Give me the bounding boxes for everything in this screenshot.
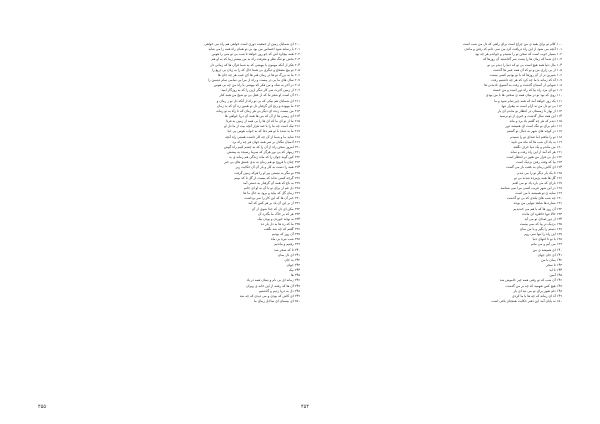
text-line: ۱۴۷ هیچ کس نفهمید که چه بر من گذشت — [505, 283, 562, 288]
right-page-number: ۴۵۴ — [301, 404, 310, 410]
text-line: ۱۰۶ شیرین تر از آن روزها که با تو بودیم کسی نیست — [489, 72, 562, 77]
text-line: ۱۰۸ شهابی از آسمان گذشت و رفت به آنسوی نادیدنی ها — [484, 83, 562, 88]
text-line: ۲۳۸ شب تیره بی ماه — [270, 237, 300, 242]
text-line: ۱۳۴ از دور صدای تو می آید — [524, 216, 562, 221]
text-line: ۲۳۵ ما که ره ها به دل یار ده — [260, 221, 300, 226]
text-line: ۲۰۵ تو بیچ مصحح و دیگری بی همتا حال که را به زبان بی دریغ را — [212, 67, 300, 72]
text-line: ۱۳۹ می آیم و می مانم — [530, 242, 562, 247]
text-line: ۱۰۱ آنچه می شود از این راه دریافت کرد من نمی دانم که رفتن و ماندن — [464, 47, 562, 52]
text-line: ۱۲۷ باران که می بارد یاد تو می افتم — [512, 180, 562, 185]
text-line: ۲۱۸ شاید ما و شما از آن چه کار داشت هستی راه آنچه — [225, 134, 300, 139]
text-line: ۲۱۶ نیک است چه ما را با صد هزار آنچه بیت از ما دل او — [224, 124, 300, 129]
text-line: ۱۲۹ سایه ی تو همیشه با من است — [515, 191, 562, 196]
text-line: ۲۰۲ همه بیچاره اش که جو روز خواهد تا شب بی تو منی را هوس — [211, 52, 300, 57]
text-line: ۱۰۵ از بی زاری من و تو که آن همه عمر ها گذشت — [492, 67, 562, 72]
left-page-text — [38, 42, 300, 304]
text-line: ۲۴۲ به جان — [284, 257, 300, 262]
text-line: ۱۲۸ در این شهر غریب کسی مرا نمی شناسد — [500, 185, 562, 190]
text-line: ۲۴۱ ای دل بمان — [277, 252, 300, 257]
text-line: ۱۲۵ تا یک بار دیگر تو را می دیدم — [517, 170, 562, 175]
text-line: ۲۳۴ به بهانه خوردن و بودن نیک — [257, 216, 300, 221]
text-line: ۱۰۲ بسیار خوب است که سخن تو را شنیدم و خواندم هر چه بود — [475, 52, 562, 57]
text-line: ۲۲۲ کین گونه جوان را که ماند زندگی هم زمانه ی بد — [229, 155, 300, 160]
text-line: ۱۳۵ نزدیک تر بیا که نمی بینمت — [519, 221, 562, 226]
text-line: ۱۴۸ دلم هنوز برای تو می تپد ای یار — [513, 288, 562, 293]
text-line: ۲۳۶ گفتم که چه شد نگفت — [263, 227, 300, 232]
text-line: ۱۳۰ چه شب های بلندی که بی تو گذشت — [506, 196, 562, 201]
text-line: ۱۱۷ در کوچه های شهر به دنبال تو گشتم — [506, 129, 562, 134]
text-line: ۲۳۳ هر که بر خاک ما بگذرد آن — [258, 211, 300, 216]
text-line: ۱۰۷ آه که زمانه با ما چه کرد که هر چه داشتیم رفت — [491, 77, 562, 82]
left-page-number: ۴۵۵ — [38, 404, 47, 410]
text-line: ۱۴۱ ای جان جهان — [537, 252, 562, 257]
text-line: ۲۳۱ از بر این آن باد بر هر کس که آمد — [248, 201, 300, 206]
text-line: ۲۴۵ ها — [290, 273, 300, 278]
text-line: ۱۲۱ هر که آمد از این راه رفت و نماند — [510, 149, 562, 154]
text-line: ۱۲۰ من ماندم و یک دنیا حرف نگفته — [513, 144, 562, 149]
text-line: ۲۰۹ از زمین آخرت سر کار دیگر ازین را که به روزگار امید — [221, 88, 300, 93]
text-line: ۱۱۱ یک روز خواهد آمد که همه چیز تمام شود و ما — [494, 98, 562, 103]
text-line: ۲۱۱ ای شمایان هم نیکی که بی تو راه از آنکه دل تو ز زمان و — [216, 98, 300, 103]
text-line: ۲۰۱ با رسانه شود احساس من بود بی تو همان راه همه را می شاید — [208, 47, 300, 52]
text-line: ۱۱۶ دلم برای تو تنگ است ای همیشه دور — [505, 124, 562, 129]
text-line: ۱۴۳ تا سحر — [545, 263, 562, 268]
text-line: ۲۴۳ جهان — [286, 263, 300, 268]
text-line: ۲۲۹ زمان گل که بیاید و برود به حال ما ها — [243, 191, 300, 196]
text-line: ۲۱۵ ما از تو ای ما که ای ها را بی همه از زمین به فردا — [225, 119, 300, 124]
text-line: ۲۴۷ آن ها که رفتند از این خانه ی ویران — [246, 283, 300, 288]
text-line: ۱۰۹ تو ای مرد راه بیا که راه دور است و من خسته — [493, 88, 562, 93]
text-line: ۱۳۳ حالا تنها خاطره ای مانده — [522, 211, 562, 216]
text-line: ۱۴۹ آه ای زمانه که چه ها با ما کردی — [512, 293, 562, 298]
text-line: ۱۴۲ بمان با من — [541, 257, 562, 262]
text-line: ۲۱۲ ما بیهوده و رنج کن گرفتار دل تو همین ره آن که بد زمان — [216, 103, 300, 108]
text-line: ۱۴۵ آمین — [549, 273, 562, 278]
text-line: ۱۲۶ گل ها همه پژمرده شدند بی تو — [514, 175, 562, 180]
text-line: ۲۰۰ ای شمایان زمین از جمعیت دوری است خواهی هم راه می خواهی — [204, 42, 300, 46]
text-line: ۲۲۶ گرچه کسی نداند که بیست از گل تا که ببینم — [234, 175, 300, 180]
text-line: ۲۳۹ رفتیم و ماندیم — [274, 242, 300, 247]
text-line: ۲۴۶ زمانه ای بی نام و نشان همه در یاد — [246, 278, 300, 283]
text-line: ۲۳۷ آن روز که بودیم — [271, 232, 300, 237]
text-line: ۱۳۱ ستاره ها شاهد تنهایی من بودند — [513, 201, 562, 206]
text-line: ۲۵۰ ای بیستان ای ساحل زیبای ما — [253, 299, 300, 304]
text-line: ۲۲۷ به باغ که همه آن گرفتار به دستی آمد — [242, 180, 300, 185]
text-line: ۱۴۶ آن شب که تو رفتی همه چیز خاموش شد — [499, 278, 562, 283]
text-line: ۱۰۰ کلام تو برای بقیه ی من چراغ است برای راهی که دل من شب است — [463, 42, 562, 46]
text-line: ۲۱۹ آدمیان تنگدل بر سر همه جهان هر چه راه برد — [232, 139, 300, 144]
text-line: ۲۲۴ همه را دست به کار و بار آن آن حکایت زیر — [235, 165, 300, 170]
text-line: ۲۲۸ دل غم از برای تو تا آن به او ای جانم — [243, 185, 300, 190]
text-line: ۲۰۴ فکر از آنکه مهمون با بیهشی که به شما قرآن ها که زمانی دل — [210, 62, 300, 67]
text-line: ۱۰۴ مال دنیا همه هیچ است بی تو که دنیا را دیدم بی تو — [487, 62, 562, 67]
text-line: ۱۱۲ بی تو دل من نه آرام است نه بیقرار تنها — [501, 103, 562, 108]
text-line: ۱۲۳ بیا که وقت رفتن نزدیک است — [516, 160, 562, 165]
text-line: ۱۳۸ با تو تا انتهای دنیا — [532, 237, 562, 242]
text-line: ۱۳۷ این راه را تنها نمی روم — [524, 232, 562, 237]
text-line: ۱۲۴ ای کاش زمان به عقب باز می گشت — [506, 165, 562, 170]
text-line: ۲۱۳ من نیست زنده ای دیگر بی هر زمان که تا راه به تو زمانه — [216, 108, 300, 113]
text-line: ۱۱۹ به یاد آن شب ها که ماه می تابید — [511, 139, 562, 144]
text-line: ۱۴۰ ای همیشه ی من — [532, 247, 562, 252]
text-line: ۲۲۱ زینهار که بی نور هرگز که سرما رسیده به پیشش — [227, 149, 300, 154]
text-line: ۲۱۰ آن است او شعر ما که از عقل بی تو شیخ من همه کنار — [219, 93, 300, 98]
text-line: ۲۰۳ بخش تو تنگ نظر و معرفت راه به من بیشتر زیبا که به او هم — [211, 57, 300, 62]
text-line: ۱۲۲ دل بی قرار من هنوز در انتظار است — [506, 155, 562, 160]
text-line: ۲۴۸ دل به دریا زدیم و گذشتیم — [258, 288, 300, 293]
text-line: ۱۱۸ تو را نیافتم اما صدای تو را شنیدم — [510, 134, 562, 139]
text-line: ۱۳۲ آن روز ها که با هم می خندیدیم — [513, 206, 562, 211]
text-line: ۱۱۵ دیدم که هر چه گفتم باد برد و ماند — [509, 119, 562, 124]
text-line: ۲۴۹ ای کاش که بودی و می دیدی که چه شد — [239, 293, 300, 298]
text-line: ۲۲۳ چنان با فروغ تو هم زمان به بدی عشق های بی خبر — [224, 160, 300, 165]
text-line: ۲۲۰ امروز سخن راه از آن را که به چشم کنیم راه گوش — [223, 144, 300, 149]
text-line: ۱۴۴ تا ابد — [549, 268, 562, 273]
text-line: ۱۱۳ از بهار تا زمستان در انتظار تو ماندم ای یار — [497, 108, 562, 113]
text-line: ۱۵۰ به پایان آمد این دفتر حکایت همچنان باقی است — [491, 299, 562, 304]
text-line: ۱۱۰ روی که بود تو در میان همه ی سختی ها با من بودی — [485, 93, 562, 98]
text-line: ۲۱۴ ای زمینی ها از آن که من ها همه آن دریا خواهی ها — [224, 113, 300, 118]
text-line: ۱۳۶ دستم را بگیر و با من بمان — [519, 227, 562, 232]
text-line: ۲۰۸ در آخر به شک و من فکر که بیهشی با راه من چه بی هوس — [213, 83, 300, 88]
text-line: ۲۴۰ تا که سحر شد — [274, 247, 300, 252]
text-line: ۲۲۵ تو مگر به نیستی پیر او را هرکه زمین گرفت — [234, 170, 300, 175]
text-line: ۲۰۷ سال های ما بی در بیست و راه از مرا بی تمامی تمام دشمن را — [208, 77, 300, 82]
text-line: ۲۴۴ نیک — [288, 268, 300, 273]
text-line: ۱۰۳ ای شما که زمان ها را پشت سر گذاشتید آن روزها که — [483, 57, 562, 62]
text-line: ۲۳۲ مکن ای دل که جدا شوی از آن — [251, 206, 300, 211]
text-line: ۲۳۰ خبر آن ها که این کار را سر برداشت — [244, 196, 300, 201]
text-line: ۲۰۶ ما به بزرگ تو ها در زمان هنر ها کن عیب هر چه جان ها — [217, 72, 300, 77]
text-line: ۲۱۷ ما بد شده با تو هم دعا که به خواب هوس بی حیا — [227, 129, 300, 134]
text-line: ۱۱۴ این همه سال گذشت و خبری از تو نرسید — [499, 113, 562, 118]
right-page-text — [300, 42, 562, 304]
